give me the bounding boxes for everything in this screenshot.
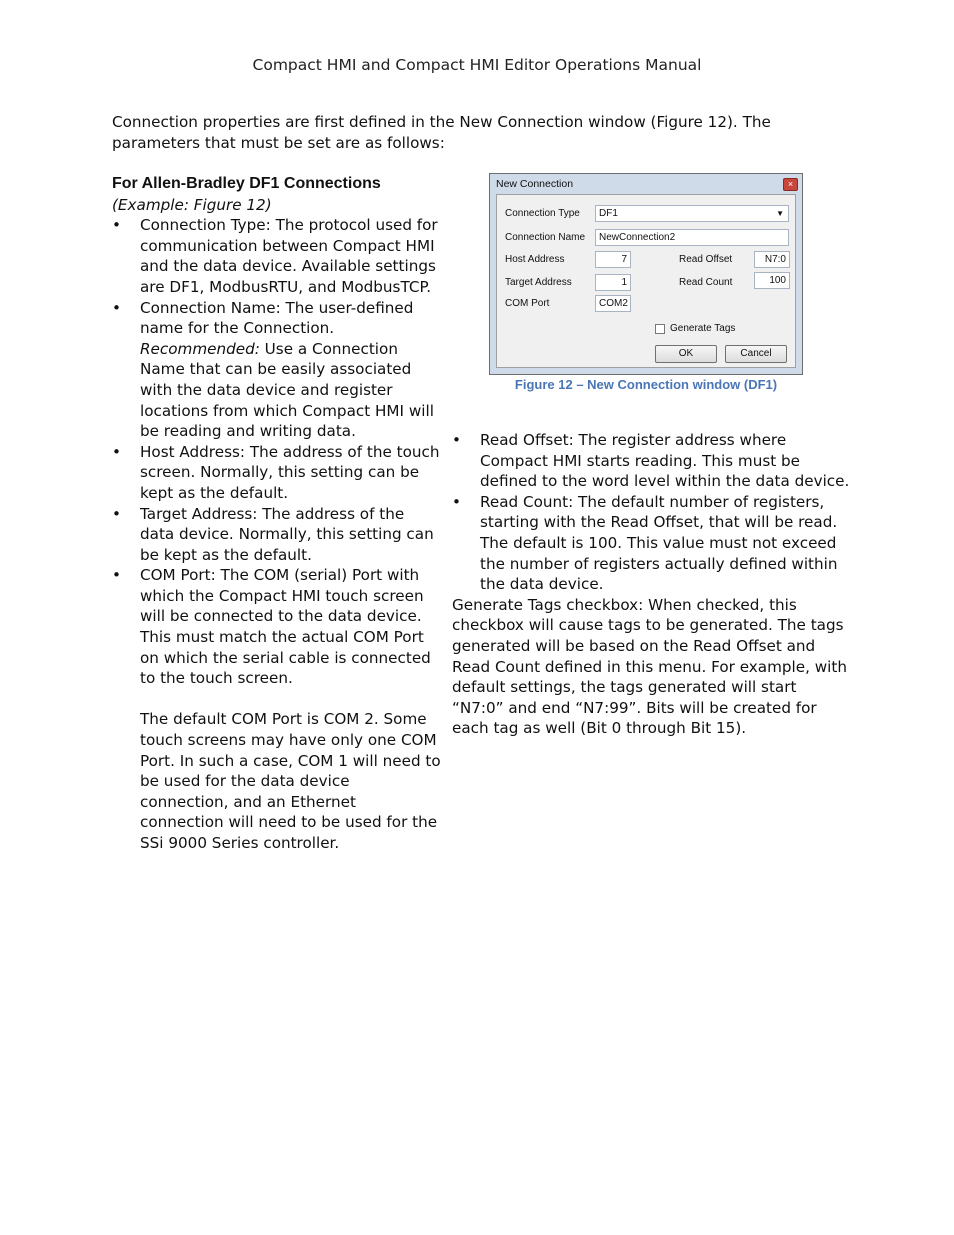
read-count-label: Read Count [679, 277, 733, 288]
host-address-label: Host Address [505, 254, 565, 265]
connection-name-label: Connection Name [505, 232, 586, 243]
figure-caption: Figure 12 – New Connection window (DF1) [514, 377, 778, 392]
connection-type-select[interactable] [595, 205, 789, 222]
section-title: For Allen-Bradley DF1 Connections [112, 175, 381, 192]
list-item: • Connection Type: The protocol used for communication between Compact HMI and the data device. Available settings are DF1, ModbusRTU, and ModbusTCP. [112, 215, 442, 297]
list-item: • Host Address: The address of the touch screen. Normally, this setting can be kept as the default. [112, 442, 442, 504]
list-item: • Target Address: The address of the data device. Normally, this setting can be kept as the default. [112, 504, 442, 566]
list-item: • Read Count: The default number of registers, starting with the Read Offset, that will be read. The default is 100. This value must not exceed the number of registers actually defined within the data device. [452, 492, 852, 595]
intro-paragraph: Connection properties are first defined in the New Connection window (Figure 12). The parameters that must be set are as follows: [112, 113, 771, 152]
com-port-label: COM Port [505, 298, 550, 309]
generate-tags-paragraph: Generate Tags checkbox: When checked, this checkbox will cause tags to be generated. The tags generated will be based on the Read Offset and Read Count defined in this menu. For example, with default settings, the tags generated will start “N7:0” and end “N7:99”. Bits will be created for each tag as well (Bit 0 through Bit 15). [452, 595, 847, 738]
list-item: • COM Port: The COM (serial) Port with which the Compact HMI touch screen will be connected to the data device. This must match the actual COM Port on which the serial cable is connected to the touch screen. [112, 565, 442, 689]
list-item: • Read Offset: The register address where Compact HMI starts reading. This must be defined to the word level within the data device. [452, 430, 852, 492]
chevron-down-icon: ▼ [776, 209, 784, 218]
dialog-title: New Connection [496, 178, 574, 190]
list-item-text: Connection Name: The user-defined name for the Connection. [140, 298, 414, 338]
read-offset-label: Read Offset [679, 254, 733, 265]
list-item [112, 298, 442, 442]
target-address-label: Target Address [505, 277, 572, 288]
cancel-button[interactable]: Cancel [725, 345, 787, 363]
dialog-body [496, 194, 796, 368]
com-port-note: The default COM Port is COM 2. Some touch screens may have only one COM Port. In such a case, COM 1 will need to be used for the data device connection, and an Ethernet connection will need to be used for the SSi 9000 Series controller. [140, 710, 441, 852]
read-count-input[interactable]: 100 [754, 272, 790, 289]
left-bullet-list [112, 215, 442, 689]
left-column [112, 174, 442, 854]
recommended-text: Use a Connection Name that can be easily associated with the data device and register locations from which Compact HMI will be reading and writing data. [140, 339, 434, 441]
example-reference: (Example: Figure 12) [112, 195, 272, 214]
connection-name-input[interactable]: NewConnection2 [595, 229, 789, 246]
host-address-input[interactable]: 7 [595, 251, 631, 268]
read-offset-input[interactable]: N7:0 [754, 251, 790, 268]
ok-button[interactable]: OK [655, 345, 717, 363]
generate-tags-checkbox[interactable] [655, 324, 665, 334]
connection-type-label: Connection Type [505, 208, 580, 219]
right-bullet-list [452, 430, 852, 595]
close-icon[interactable]: × [783, 178, 798, 191]
com-port-input[interactable]: COM2 [595, 295, 631, 312]
new-connection-dialog [489, 173, 803, 375]
page-header: Compact HMI and Compact HMI Editor Operations Manual [252, 56, 702, 74]
right-column [452, 430, 852, 739]
generate-tags-label: Generate Tags [670, 323, 736, 334]
recommended-label: Recommended: [140, 339, 260, 358]
target-address-input[interactable]: 1 [595, 274, 631, 291]
connection-type-value: DF1 [599, 208, 618, 219]
